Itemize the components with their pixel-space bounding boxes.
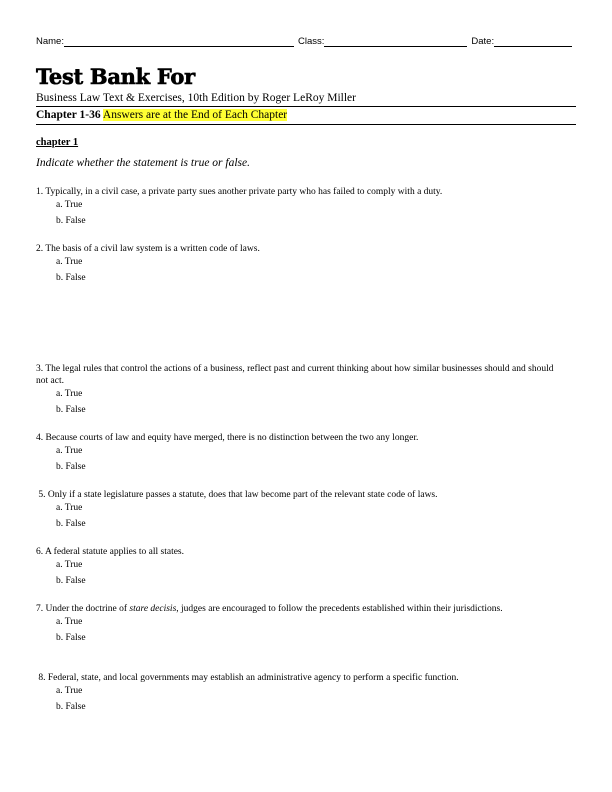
- option-a: a. True: [56, 200, 83, 210]
- date-label: Date:: [471, 36, 495, 47]
- name-label: Name:: [36, 36, 64, 47]
- instructions: Indicate whether the statement is true or false.: [36, 157, 250, 169]
- student-info-line: [36, 36, 576, 47]
- class-label: Class:: [297, 36, 325, 47]
- question-6: [36, 546, 556, 589]
- question-stem: 3. The legal rules that control the actions of a business, reflect past and current thinking about how similar businesses should and should not act.: [36, 364, 554, 386]
- name-blank: [64, 36, 294, 47]
- option-b: b. False: [56, 518, 86, 529]
- option-a: a. True: [56, 560, 83, 570]
- latin-term: stare decisis: [129, 604, 177, 614]
- question-stem: 6. A federal statute applies to all states.: [36, 547, 185, 557]
- question-stem: 2. The basis of a civil law system is a written code of laws.: [36, 244, 260, 254]
- option-a: a. True: [56, 257, 83, 267]
- question-stem-start: 7. Under the doctrine of: [36, 604, 130, 614]
- title-divider: [36, 106, 576, 107]
- question-2: [36, 243, 556, 286]
- question-4: [36, 432, 556, 475]
- document-title: Test Bank For: [36, 64, 195, 89]
- question-stem: 5. Only if a state legislature passes a statute, does that law become part of the relevant state code of laws.: [36, 490, 438, 500]
- question-stem: 4. Because courts of law and equity have merged, there is no distinction between the two any longer.: [36, 433, 419, 443]
- document-subtitle: Business Law Text & Exercises, 10th Edition by Roger LeRoy Miller: [36, 92, 356, 104]
- question-stem: 8. Federal, state, and local governments may establish an administrative agency to perform a specific function.: [36, 673, 459, 683]
- option-b: b. False: [56, 215, 86, 226]
- question-3: [36, 363, 556, 418]
- chapter-heading: chapter 1: [36, 137, 79, 148]
- option-b: b. False: [56, 575, 86, 586]
- question-7: [36, 603, 556, 646]
- answers-note: Answers are at the End of Each Chapter: [102, 109, 288, 121]
- question-5: [36, 489, 556, 532]
- question-stem-end: , judges are encouraged to follow the precedents established within their jurisdictions.: [176, 604, 503, 614]
- question-8: [36, 672, 556, 715]
- option-b: b. False: [56, 461, 86, 472]
- option-a: a. True: [56, 503, 83, 513]
- option-b: b. False: [56, 404, 86, 415]
- option-b: b. False: [56, 272, 86, 283]
- chapter-range-line: [36, 109, 287, 121]
- option-a: a. True: [56, 686, 83, 696]
- chapter-divider: [36, 124, 576, 125]
- option-a: a. True: [56, 446, 83, 456]
- date-blank: [494, 36, 572, 47]
- option-a: a. True: [56, 617, 83, 627]
- option-a: a. True: [56, 389, 83, 399]
- question-1: [36, 186, 556, 229]
- option-b: b. False: [56, 632, 86, 643]
- question-stem: 1. Typically, in a civil case, a private party sues another private party who has failed to comply with a duty.: [36, 187, 443, 197]
- option-b: b. False: [56, 701, 86, 712]
- class-blank: [324, 36, 467, 47]
- question-stem: [36, 603, 556, 615]
- chapter-range: Chapter 1-36: [36, 109, 101, 121]
